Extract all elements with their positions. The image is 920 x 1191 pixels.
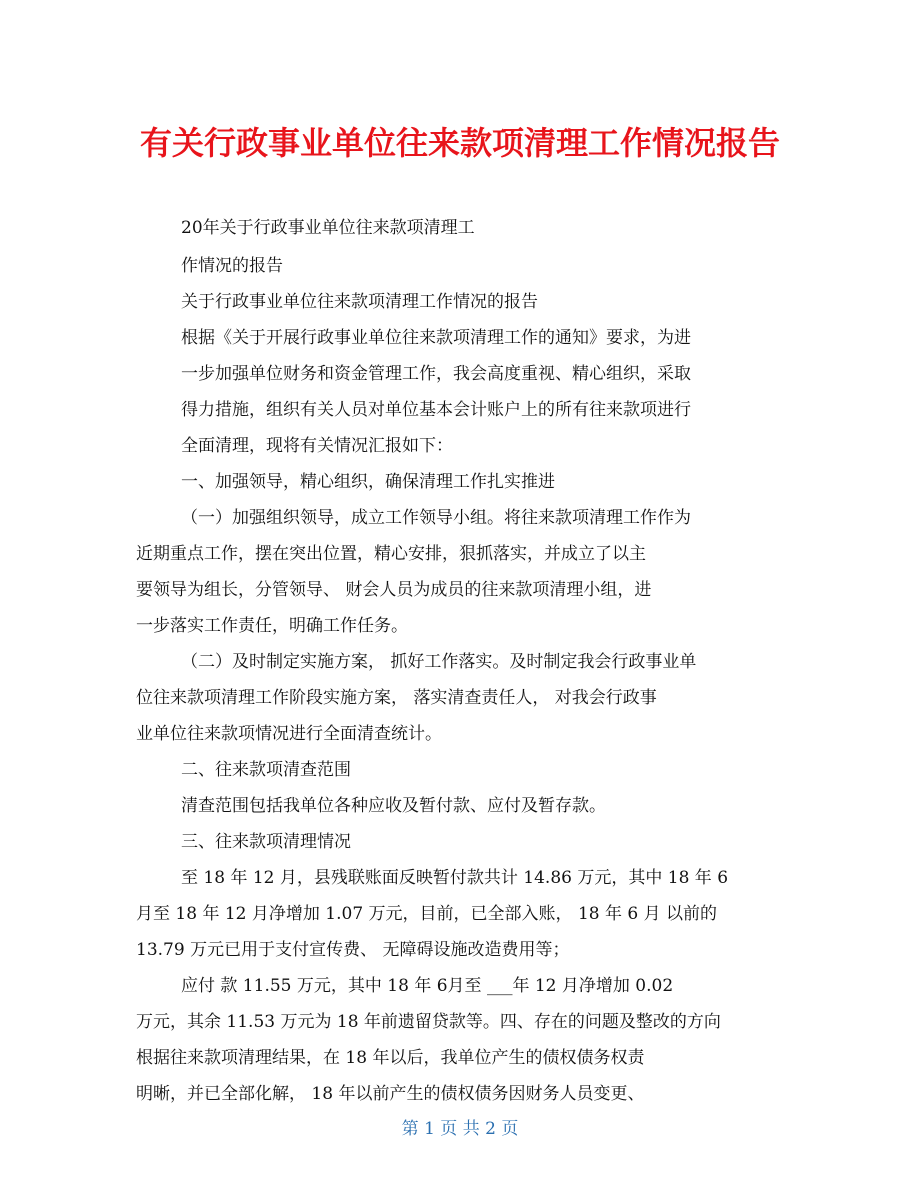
text-line: 位往来款项清理工作阶段实施方案， 落实清查责任人， 对我会行政事 <box>136 688 657 708</box>
text-line: 根据《关于开展行政事业单位往来款项清理工作的通知》要求，为进 <box>181 328 691 348</box>
text-line: 近期重点工作，摆在突出位置，精心安排，狠抓落实，并成立了以主 <box>136 544 646 564</box>
text-line: 应付 款 11.55 万元，其中 18 年 6月至 ___年 12 月净增加 0.02 <box>181 976 674 996</box>
text-line: 根据往来款项清理结果，在 18 年以后，我单位产生的债权债务权责 <box>136 1048 645 1068</box>
text-line: 全面清理，现将有关情况汇报如下： <box>181 436 453 456</box>
text-line: （二）及时制定实施方案， 抓好工作落实。及时制定我会行政事业单 <box>181 652 697 672</box>
section-heading: 一、加强领导，精心组织，确保清理工作扎实推进 <box>181 472 555 492</box>
text-line: 明晰，并已全部化解， 18 年以前产生的债权债务因财务人员变更、 <box>136 1084 645 1104</box>
text-line: （一）加强组织领导，成立工作领导小组。将往来款项清理工作作为 <box>181 508 691 528</box>
text-line: 万元，其余 11.53 万元为 18 年前遗留贷款等。四、存在的问题及整改的方向 <box>136 1012 721 1032</box>
text-line: 关于行政事业单位往来款项清理工作情况的报告 <box>181 292 538 312</box>
text-line: 业单位往来款项情况进行全面清查统计。 <box>136 724 442 744</box>
text-line: 13.79 万元已用于支付宣传费、 无障碍设施改造费用等； <box>136 940 570 960</box>
text-line: 一步加强单位财务和资金管理工作，我会高度重视、精心组织，采取 <box>181 364 691 384</box>
section-heading: 二、往来款项清查范围 <box>181 760 351 780</box>
text-line: 要领导为组长，分管领导、 财会人员为成员的往来款项清理小组，进 <box>136 580 652 600</box>
text-line: 作情况的报告 <box>181 256 283 276</box>
section-heading: 三、往来款项清理情况 <box>181 832 351 852</box>
text-line: 清查范围包括我单位各种应收及暂付款、应付及暂存款。 <box>181 796 606 816</box>
text-line: 得力措施，组织有关人员对单位基本会计账户上的所有往来款项进行 <box>181 400 691 420</box>
text-line: 至 18 年 12 月，县残联账面反映暂付款共计 14.86 万元，其中 18 年 6 <box>181 868 729 888</box>
text-line: 月至 18 年 12 月净增加 1.07 万元，目前，已全部入账， 18 年 6 月 以前的 <box>136 904 718 924</box>
text-line: 一步落实工作责任，明确工作任务。 <box>136 616 408 636</box>
text-line: 20年关于行政事业单位往来款项清理工 <box>181 218 475 238</box>
page-number-footer: 第 1 页 共 2 页 <box>401 1119 519 1139</box>
document-title: 有关行政事业单位往来款项清理工作情况报告 <box>139 124 780 162</box>
